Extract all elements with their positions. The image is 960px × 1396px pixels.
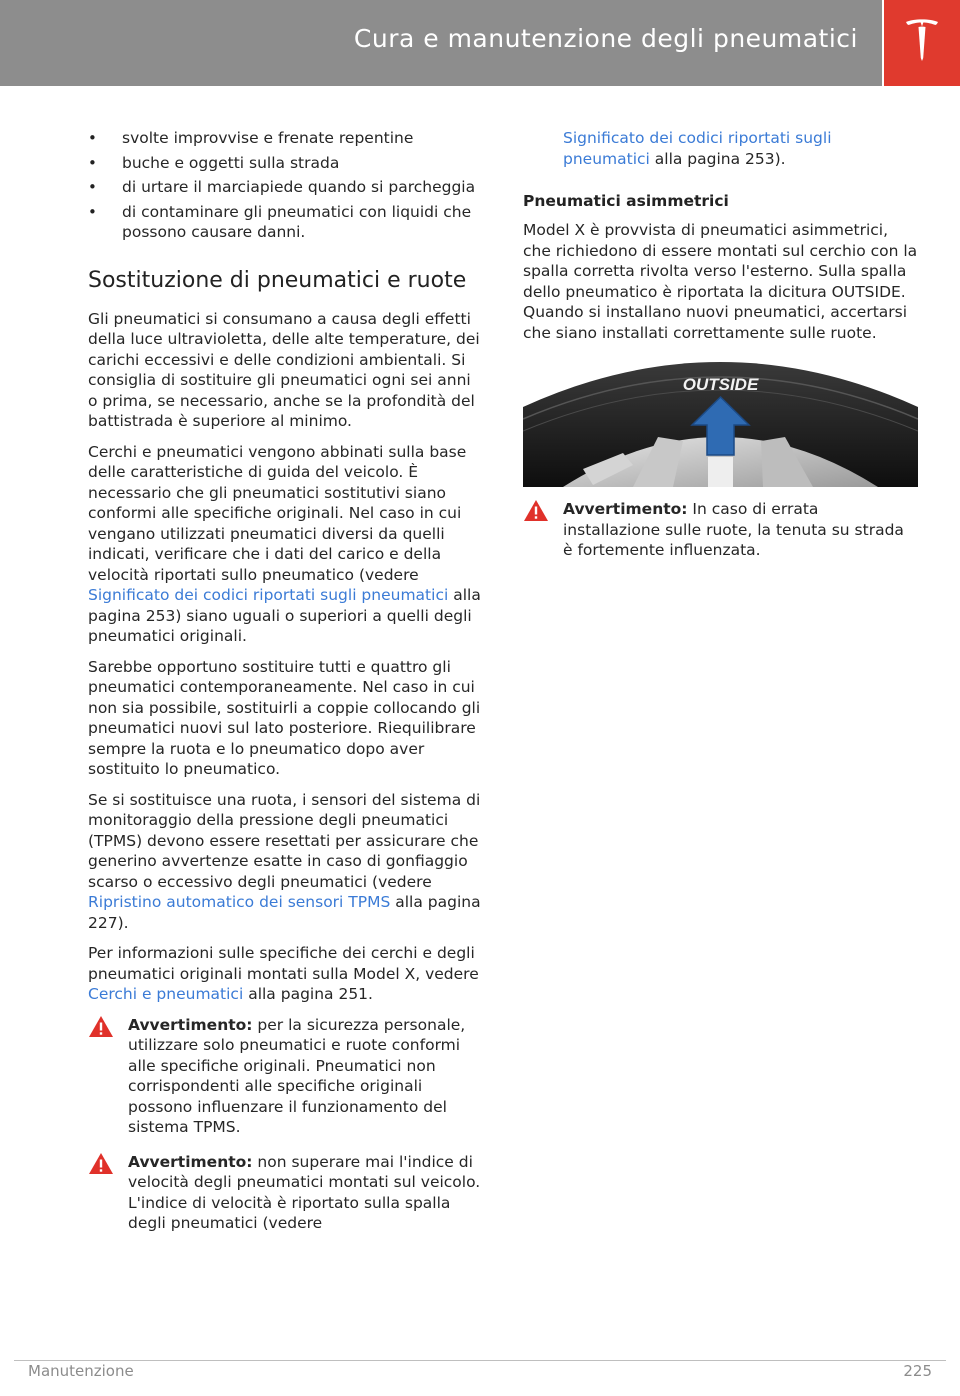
link-tire-codes[interactable]: Significato dei codici riportati sugli pneumatici	[88, 586, 449, 604]
paragraph-wear: Gli pneumatici si consumano a causa degli effetti della luce ultravioletta, delle alte temperature, dei carichi eccessivi e delle condizioni ambientali. Si consiglia di sostituire gli pneumatici ogni sei anni o prima, se necessario, anche se la profondità del battistrada è superiore al minimo.	[88, 309, 480, 430]
warning-label: Avvertimento:	[128, 1015, 253, 1034]
warning-icon	[523, 499, 549, 522]
section-title: Sostituzione di pneumatici e ruote	[88, 267, 467, 293]
footer-divider	[14, 1360, 946, 1361]
paragraph-matching: Cerchi e pneumatici vengono abbinati sulla base delle caratteristiche di guida del veicolo. È necessario che gli pneumatici sostitutivi siano conformi alle specifiche originali. Nel caso in cui vengano utilizzati pneumatici diversi da quelli indicati, verificare che i dati del carico e della velocità riportati sullo pneumatico (vedere Significato dei codici riportati sugli pneumatici alla pagina 253) siano uguali o superiori a quelli degli pneumatici originali.	[88, 442, 481, 645]
paragraph-continuation: Significato dei codici riportati sugli pneumatici alla pagina 253).	[563, 129, 832, 168]
list-item: • buche e oggetti sulla strada	[88, 153, 483, 174]
paragraph-specs: Per informazioni sulle specifiche dei cerchi e degli pneumatici originali montati sulla Model X, vedere Cerchi e pneumatici alla pagina 251.	[88, 944, 479, 1003]
subsection-title: Pneumatici asimmetrici	[523, 192, 729, 210]
paragraph-replace-all: Sarebbe opportuno sostituire tutti e quattro gli pneumatici contemporaneamente. Nel caso in cui non sia possibile, sostituirli a coppie collocando gli pneumatici nuovi sul lato posteriore. Riequilibrare sempre la ruota e lo pneumatico dopo aver sostituito lo pneumatico.	[88, 657, 481, 778]
warning-text: In caso di errata installazione sulle ruote, la tenuta su strada è fortemente influenzata.	[563, 500, 904, 559]
link-wheels-tires[interactable]: Cerchi e pneumatici	[88, 985, 244, 1003]
paragraph-asymmetric: Model X è provvista di pneumatici asimmetrici, che richiedono di essere montati sul cerchio con la spalla corretta rivolta verso l'esterno. Sulla spalla dello pneumatico è riportata la dicitura OUTSIDE. Quando si installano nuovi pneumatici, accertarsi che siano installati correttamente sulle ruote.	[523, 221, 918, 342]
hazard-bullet-list	[88, 128, 483, 243]
page-title: Cura e manutenzione degli pneumatici	[353, 24, 858, 53]
list-item: • di contaminare gli pneumatici con liquidi che possono causare danni.	[88, 202, 483, 243]
page-header	[0, 0, 882, 86]
warning-icon	[88, 1152, 114, 1175]
warning-block	[523, 499, 918, 561]
link-tpms-reset[interactable]: Ripristino automatico dei sensori TPMS	[88, 893, 391, 911]
warning-icon	[88, 1015, 114, 1038]
outside-label: OUTSIDE	[682, 375, 759, 394]
warning-label: Avvertimento:	[563, 500, 688, 518]
left-column	[88, 128, 483, 1248]
footer-page-number: 225	[903, 1362, 932, 1380]
footer-section-name: Manutenzione	[28, 1362, 134, 1380]
list-item: • svolte improvvise e frenate repentine	[88, 128, 483, 149]
warning-text: non superare mai l'indice di velocità degli pneumatici montati sul veicolo. L'indice di velocità è riportato sulla spalla degli pneumatici (vedere	[128, 1152, 481, 1232]
warning-block	[88, 1152, 483, 1234]
tire-outside-figure	[523, 357, 918, 487]
warning-block	[88, 1015, 483, 1138]
right-column	[523, 128, 918, 575]
paragraph-tpms: Se si sostituisce una ruota, i sensori del sistema di monitoraggio della pressione degli pneumatici (TPMS) devono essere resettati per assicurare che generino avvertenze esatte in caso di gonfiaggio scarso o eccessivo degli pneumatici (vedere Ripristino automatico dei sensori TPMS alla pagina 227).	[88, 790, 481, 932]
warning-label: Avvertimento:	[128, 1152, 253, 1171]
warning-text: per la sicurezza personale, utilizzare solo pneumatici e ruote conformi alle specifiche originali. Pneumatici non corrispondenti alle specifiche originali possono influenzare il funzionamento del sistema TPMS.	[128, 1015, 466, 1136]
tesla-logo-icon	[904, 18, 940, 62]
tire-illustration	[523, 357, 918, 487]
list-item: • di urtare il marciapiede quando si parcheggia	[88, 177, 483, 198]
link-tire-codes[interactable]: Significato dei codici riportati sugli pneumatici	[563, 129, 832, 168]
brand-logo-box	[884, 0, 960, 86]
